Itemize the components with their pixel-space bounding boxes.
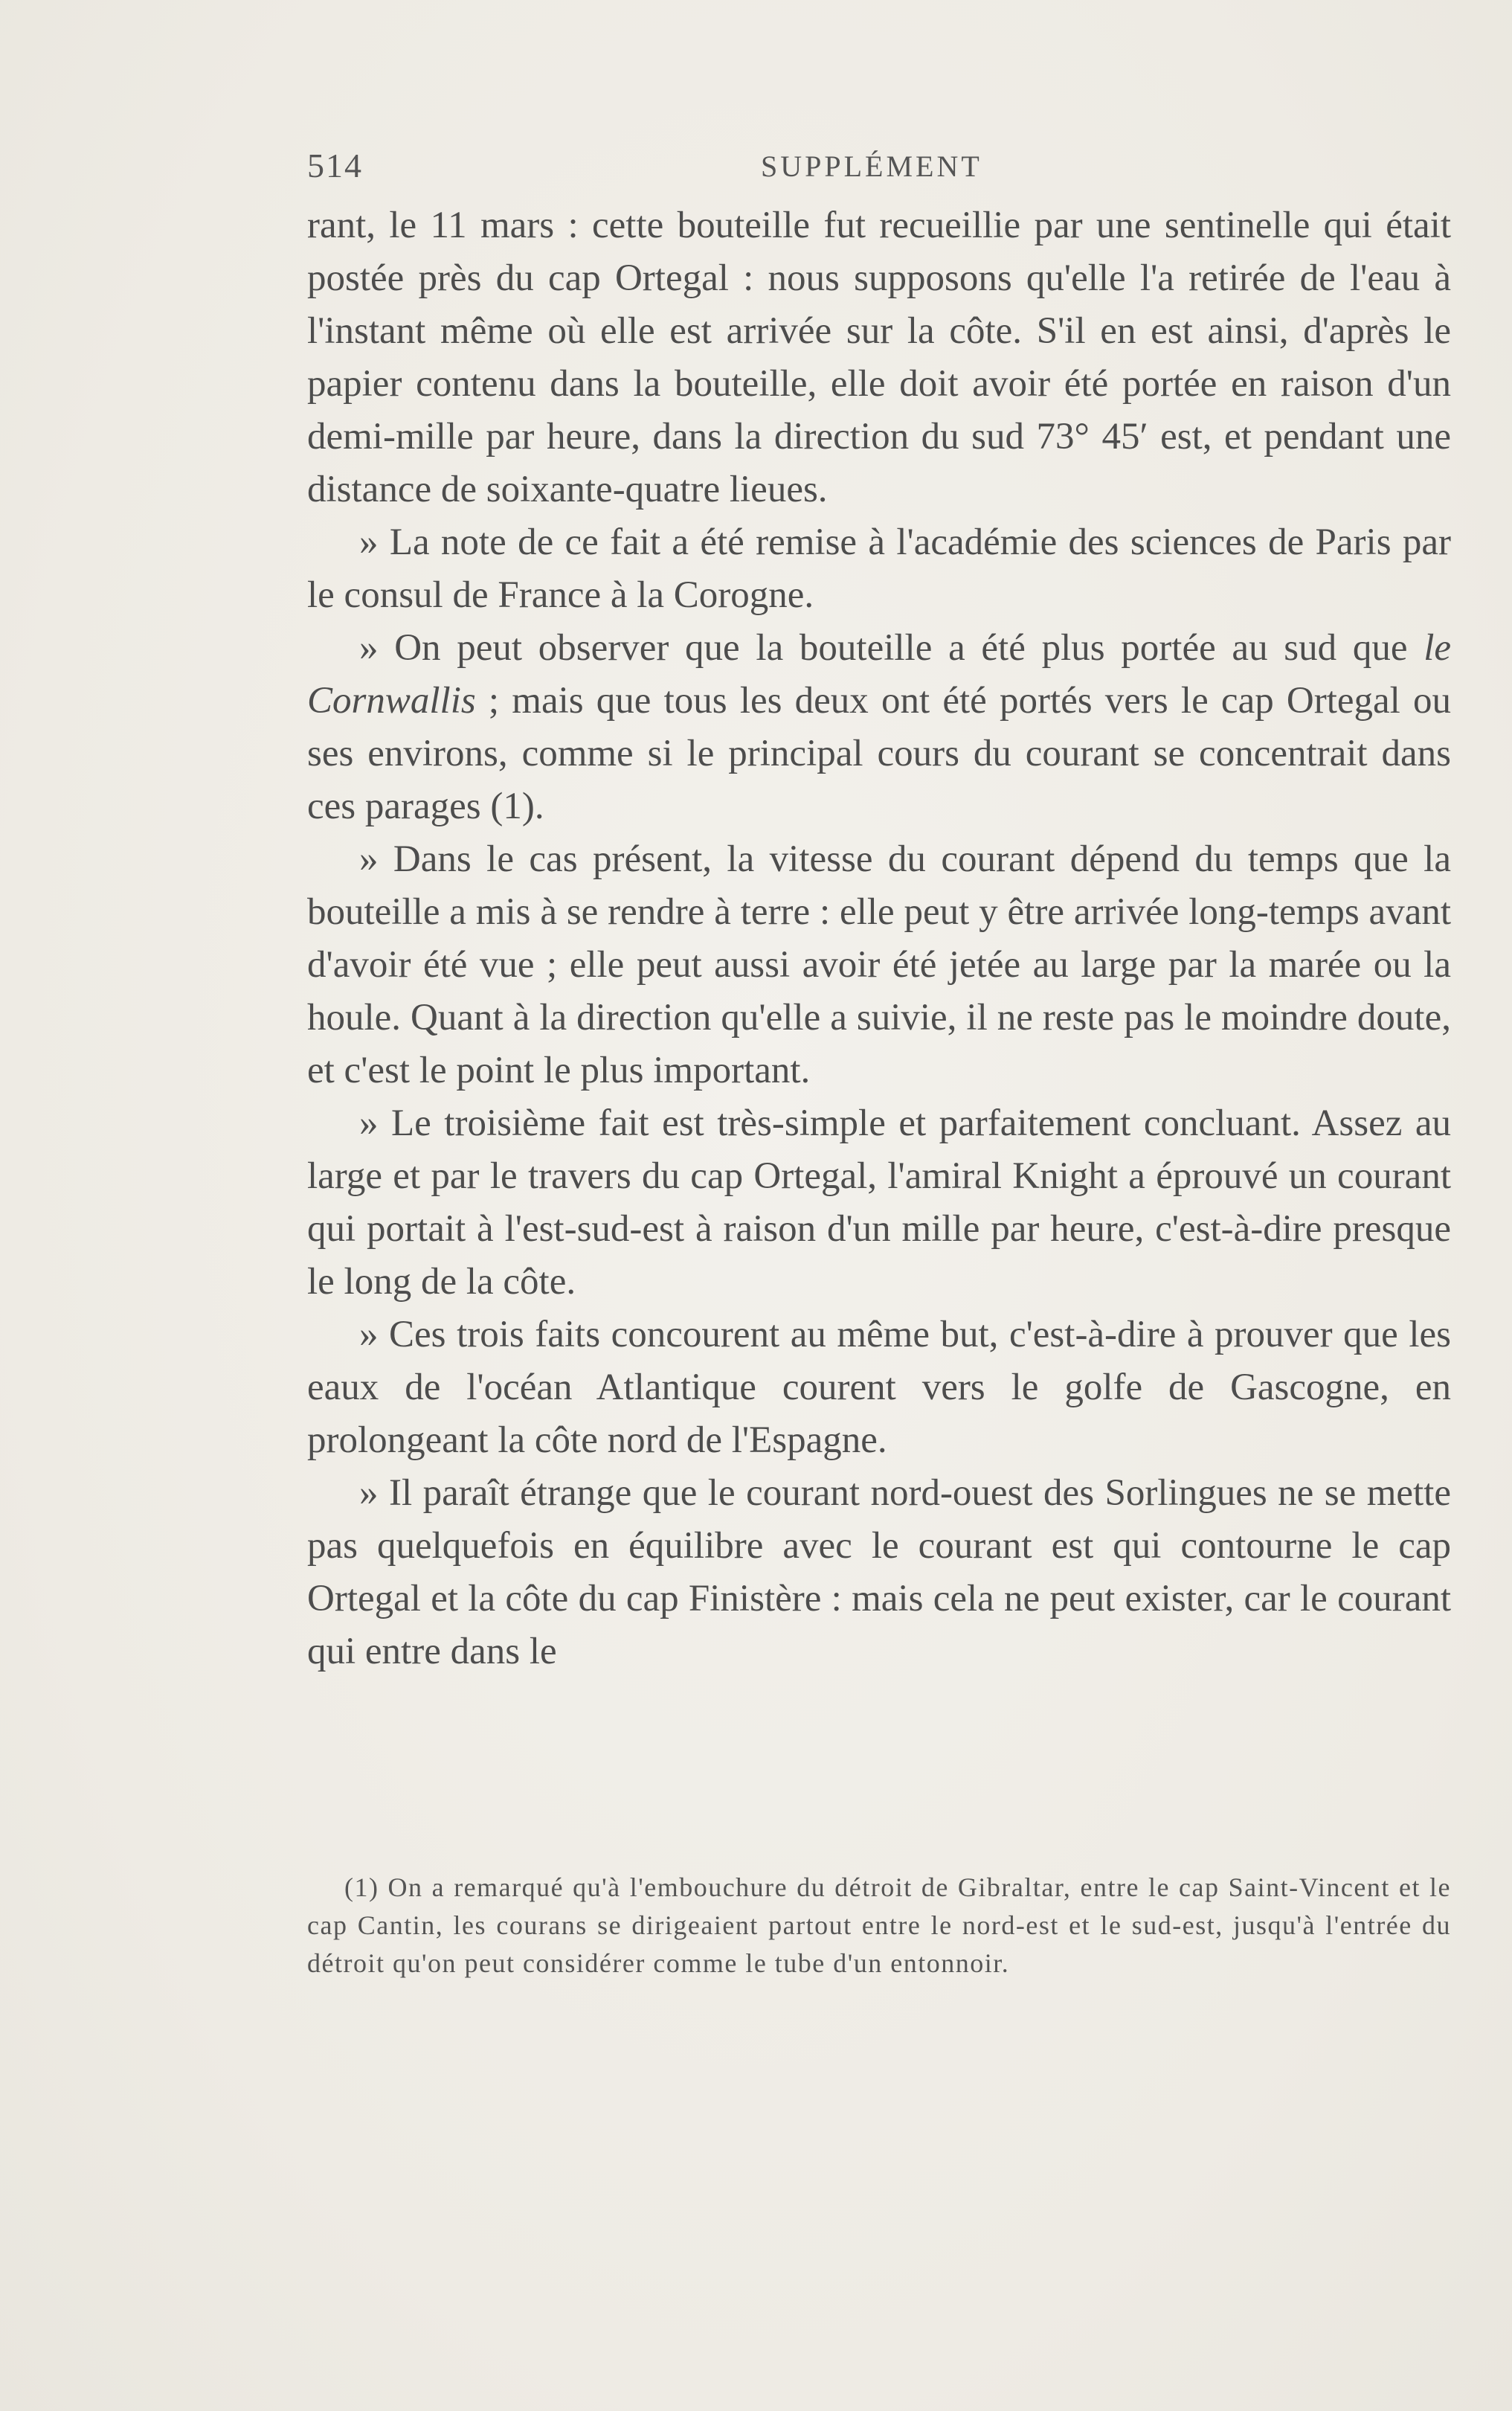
page-header: [307, 146, 1451, 190]
running-head: SUPPLÉMENT: [761, 150, 982, 183]
paragraph-current-speed: » Dans le cas présent, la vitesse du courant dépend du temps que la bouteille a mis à se rendre à terre : elle peut y être arrivée long-temps avant d'avoir été vue ; elle peut aussi avoir été jetée au large par la marée ou la houle. Quant à la direction qu'elle a suivie, il ne reste pas le moindre doute, et c'est le point le plus important.: [307, 838, 1451, 1091]
body-text: [307, 199, 1451, 1678]
page-number: 514: [307, 147, 363, 184]
ship-name: le Cornwallis: [307, 627, 1451, 722]
paragraph-third-fact: » Le troisième fait est très-simple et parfaitement concluant. Assez au large et par le travers du cap Ortegal, l'amiral Knight a éprouvé un courant qui portait à l'est-sud-est à raison d'un mille par heure, c'est-à-dire presque le long de la côte.: [307, 1102, 1451, 1303]
paragraph-continuation: rant, le 11 mars : cette bouteille fut recueillie par une sentinelle qui était postée près du cap Ortegal : nous supposons qu'elle l'a retirée de l'eau à l'instant même où elle est arrivée sur la côte. S'il en est ainsi, d'après le papier contenu dans la bouteille, elle doit avoir été portée en raison d'un demi-mille par heure, dans la direction du sud 73° 45′ est, et pendant une distance de soixante-quatre lieues.: [307, 205, 1451, 510]
paragraph-text-before: » On peut observer que la bouteille a été plus portée au sud que: [359, 627, 1424, 669]
paragraph-equilibrium: » Il paraît étrange que le courant nord-ouest des Sorlingues ne se mette pas quelquefois en équilibre avec le courant est qui contourne le cap Ortegal et la côte du cap Finistère : mais cela ne peut exister, car le courant qui entre dans le: [307, 1472, 1451, 1672]
paragraph-bottle-comparison: [307, 622, 1451, 833]
paragraph-text-after: ; mais que tous les deux ont été portés vers le cap Ortegal ou ses environs, comme si le principal cours du courant se concentrait dans ces parages (1).: [307, 680, 1451, 827]
paragraph-academy-note: » La note de ce fait a été remise à l'académie des sciences de Paris par le consul de France à la Corogne.: [307, 521, 1451, 616]
footnote: (1) On a remarqué qu'à l'embouchure du détroit de Gibraltar, entre le cap Saint-Vincent et le cap Cantin, les courans se dirigeaient partout entre le nord-est et le sud-est, jusqu'à l'entrée du détroit qu'on peut considérer comme le tube d'un entonnoir.: [307, 1872, 1451, 1978]
paragraph-three-facts: » Ces trois faits concourent au même but, c'est-à-dire à prouver que les eaux de l'océan Atlantique courent vers le golfe de Gascogne, en prolongeant la côte nord de l'Espagne.: [307, 1314, 1451, 1461]
